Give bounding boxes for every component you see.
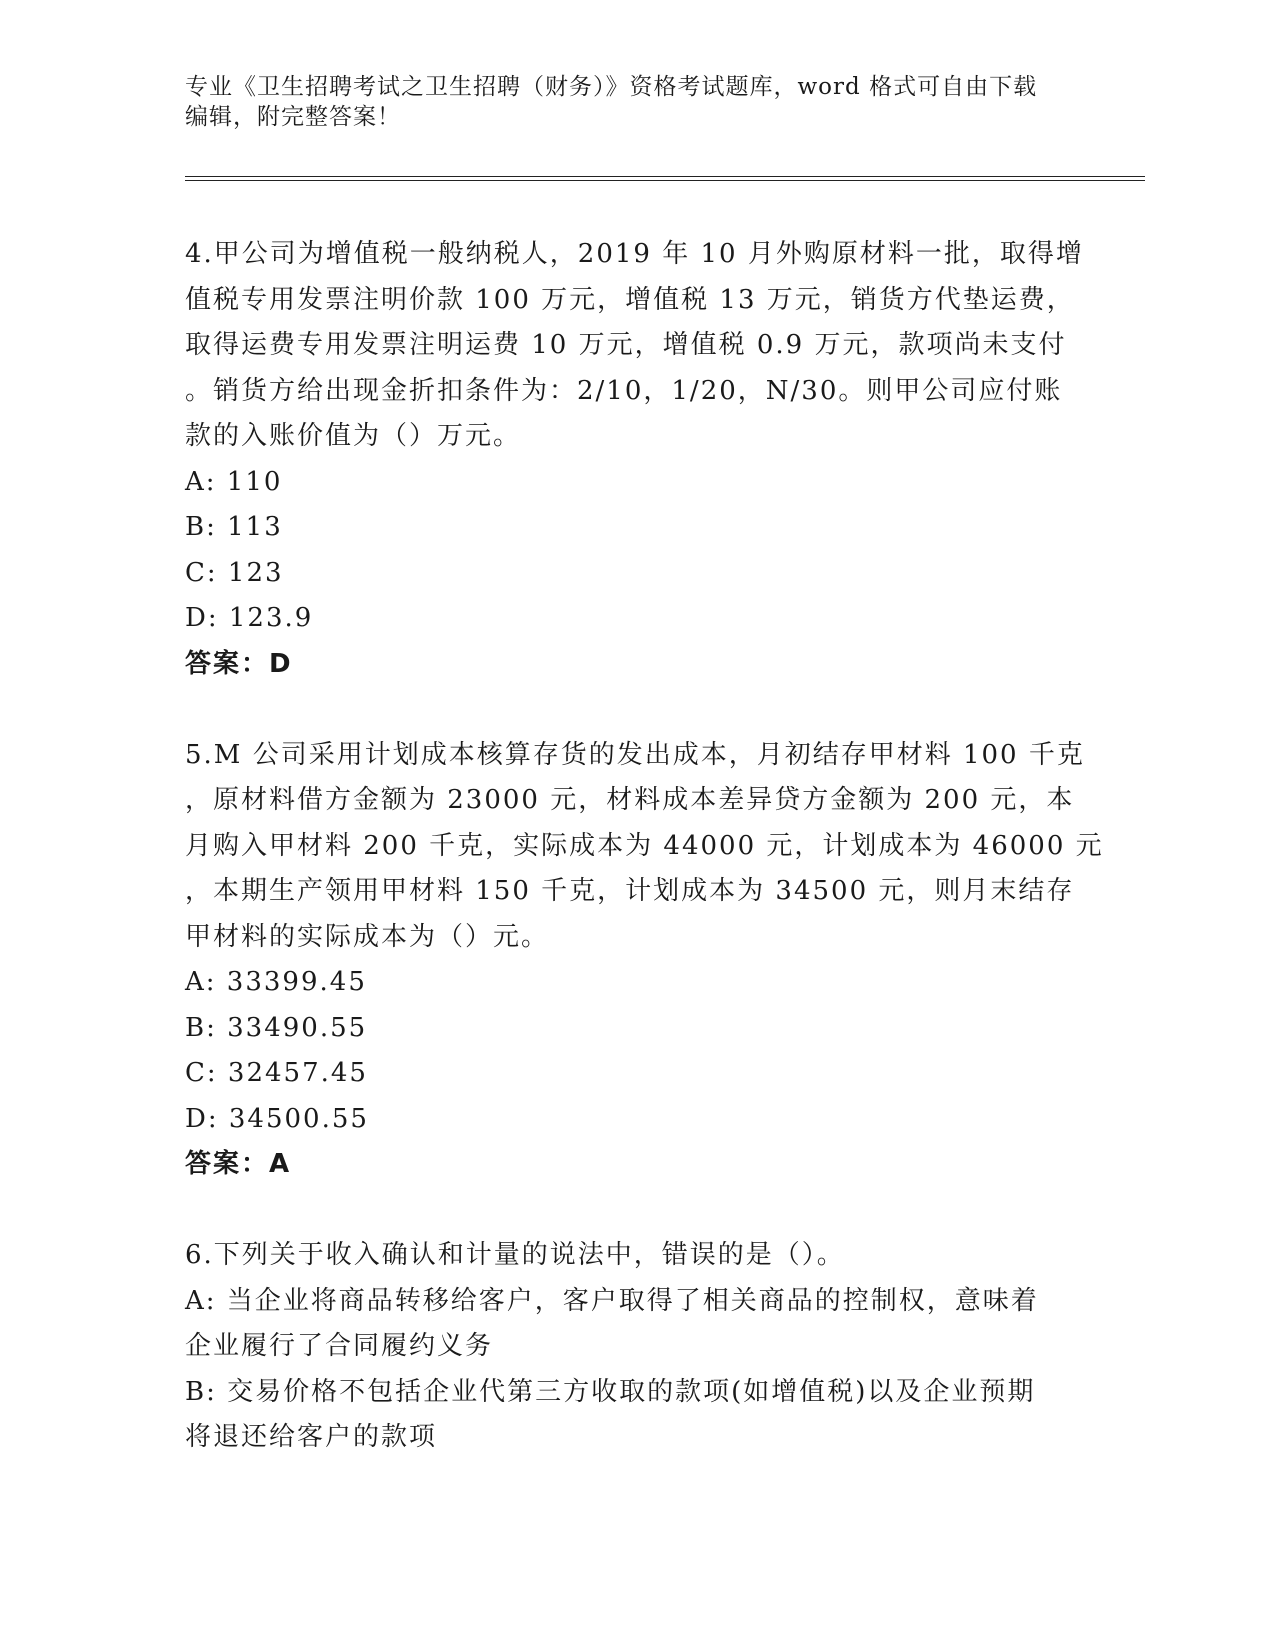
header-divider-bottom	[185, 180, 1145, 181]
question-stem-line: 6.下列关于收入确认和计量的说法中，错误的是（）。	[185, 1240, 845, 1270]
question-stem-line: 。销货方给出现金折扣条件为：2/10，1/20，N/30。则甲公司应付账	[185, 375, 1063, 406]
question-5	[185, 733, 1104, 1188]
question-stem-line: 甲材料的实际成本为（）元。	[185, 921, 550, 952]
option-a-line-2: 企业履行了合同履约义务	[185, 1331, 494, 1361]
question-stem-line: ，原材料借方金额为 23000 元，材料成本差异贷方金额为 200 元，本	[185, 785, 1075, 815]
question-6	[185, 1233, 1085, 1461]
header-line-2: 编辑，附完整答案！	[185, 104, 401, 130]
question-stem-line: 取得运费专用发票注明运费 10 万元，增值税 0.9 万元，款项尚未支付	[185, 330, 1067, 360]
document-header	[185, 72, 1085, 132]
header-line-1: 专业《卫生招聘考试之卫生招聘（财务）》资格考试题库，word 格式可自由下载	[185, 74, 1038, 100]
option-a-line-1: A: 当企业将商品转移给客户，客户取得了相关商品的控制权，意味着	[185, 1285, 1039, 1316]
option-b: B: 33490.55	[185, 1012, 368, 1043]
question-stem-line: 款的入账价值为（）万元。	[185, 421, 522, 451]
option-b-line-1: B: 交易价格不包括企业代第三方收取的款项(如增值税)以及企业预期	[185, 1376, 1036, 1407]
header-divider-top	[185, 176, 1145, 177]
question-stem-line: 4.甲公司为增值税一般纳税人，2019 年 10 月外购原材料一批，取得增	[185, 239, 1084, 269]
spacer	[185, 1188, 1085, 1234]
option-a: A: 110	[185, 466, 283, 497]
option-a: A: 33399.45	[185, 967, 367, 997]
option-d: D: 34500.55	[185, 1103, 369, 1134]
question-stem-line: 值税专用发票注明价款 100 万元，增值税 13 万元，销货方代垫运费，	[185, 284, 1075, 315]
option-c: C: 123	[185, 557, 284, 588]
question-stem-line: 5.M 公司采用计划成本核算存货的发出成本，月初结存甲材料 100 千克	[185, 739, 1085, 770]
question-list	[185, 232, 1104, 1461]
option-d: D: 123.9	[185, 603, 314, 633]
option-c: C: 32457.45	[185, 1058, 368, 1088]
question-stem-line: ，本期生产领用甲材料 150 千克，计划成本为 34500 元，则月末结存	[185, 876, 1075, 906]
option-b-line-2: 将退还给客户的款项	[185, 1422, 438, 1452]
answer-line: 答案：A	[185, 1149, 292, 1179]
answer-line: 答案：D	[185, 648, 293, 679]
question-stem-line: 月购入甲材料 200 千克，实际成本为 44000 元，计划成本为 46000 元	[185, 830, 1104, 861]
question-4	[185, 232, 1085, 687]
option-b: B: 113	[185, 512, 283, 542]
spacer	[185, 687, 1085, 733]
